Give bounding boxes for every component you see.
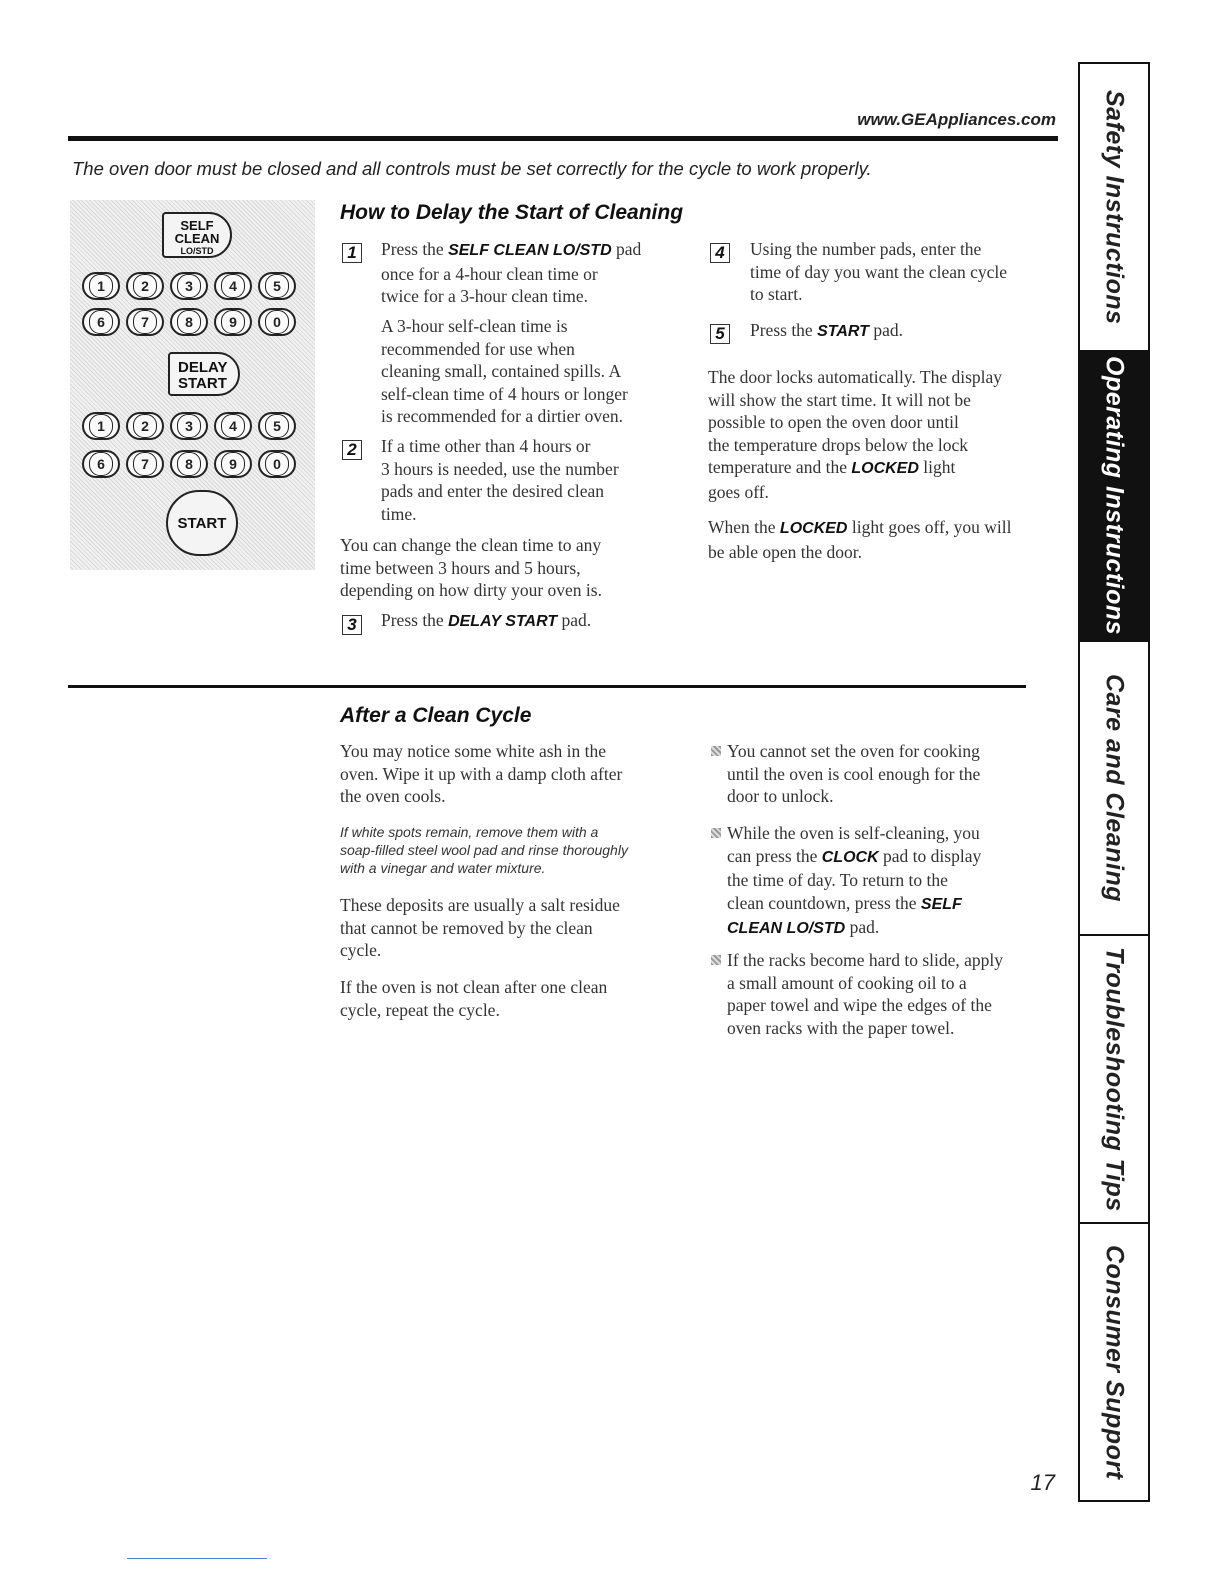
section-divider (68, 685, 1026, 688)
self-clean-key-label-1: SELF (180, 218, 214, 233)
keypad-key-7: 7 (126, 308, 164, 336)
delay-start-key-label-1: DELAY (178, 359, 228, 376)
door-lock-explanation: The door locks automatically. The display will show the start time. It will not be possible to open the oven door until the temperature drops below the lock temperature and the LOCKED light goes off. (708, 367, 1003, 502)
bullet-marker (711, 955, 721, 965)
footer-line (127, 1558, 267, 1559)
locked-light-note: When the LOCKED light goes off, you will be able open the door. (708, 517, 1012, 562)
keypad-key-7b: 7 (126, 450, 164, 478)
keypad-key-5b: 5 (258, 412, 296, 440)
tab-consumer-support[interactable]: Consumer Support (1100, 1244, 1129, 1480)
after-section-title: After a Clean Cycle (340, 704, 532, 727)
keypad-key-1: 1 (82, 272, 120, 300)
keypad-key-3: 3 (170, 272, 208, 300)
keypad-key-6: 6 (82, 308, 120, 336)
step-1-text: Press the SELF CLEAN LO/STD pad once for a 4-hour clean time or twice for a 3-hour clean time. (381, 239, 642, 306)
ash-paragraph: You may notice some white ash in the oven. Wipe it up with a damp cloth after the oven cools. (340, 741, 623, 806)
delay-start-key (168, 352, 240, 396)
cooking-lockout-bullet: You cannot set the oven for cooking until the oven is cool enough for the door to unlock. (727, 741, 981, 806)
start-key: START (166, 490, 238, 556)
page-number: 17 (1030, 1470, 1055, 1495)
keypad-key-1b: 1 (82, 412, 120, 440)
tab-operating-instructions[interactable]: Operating Instructions (1080, 352, 1148, 642)
step-number-3: 3 (342, 615, 362, 635)
keypad-key-4: 4 (214, 272, 252, 300)
step-4-text: Using the number pads, enter the time of day you want the clean cycle to start. (750, 239, 1008, 304)
repeat-cycle-paragraph: If the oven is not clean after one clean cycle, repeat the cycle. (340, 977, 608, 1020)
section-tabs (1078, 62, 1150, 1502)
keypad-key-2b: 2 (126, 412, 164, 440)
header-rule (68, 136, 1058, 141)
bullet-marker (711, 828, 721, 838)
tab-troubleshooting-tips[interactable]: Troubleshooting Tips (1080, 936, 1148, 1224)
delay-section-title: How to Delay the Start of Cleaning (340, 201, 684, 224)
step-3-text: Press the DELAY START pad. (381, 610, 592, 630)
keypad-key-8b: 8 (170, 450, 208, 478)
self-clean-time-note: A 3-hour self-clean time is recommended for use when cleaning small, contained spills. A self-clean time of 4 hours or longer is recommended for a dirtier oven. (381, 316, 628, 426)
cycle-notice: The oven door must be closed and all controls must be set correctly for the cycle to work properly. (72, 158, 872, 179)
keypad-key-0b: 0 (258, 450, 296, 478)
salt-residue-paragraph: These deposits are usually a salt residue that cannot be removed by the clean cycle. (340, 895, 620, 960)
website-url[interactable]: www.GEAppliances.com (857, 110, 1056, 129)
step-number-5: 5 (710, 324, 730, 344)
delay-start-key-label-2: START (178, 375, 227, 392)
bullet-marker (711, 746, 721, 756)
keypad-key-5: 5 (258, 272, 296, 300)
tab-care-and-cleaning[interactable]: Care and Cleaning (1080, 642, 1148, 936)
tab-safety-instructions[interactable]: Safety Instructions (1080, 64, 1148, 352)
keypad-key-9b: 9 (214, 450, 252, 478)
keypad-key-9: 9 (214, 308, 252, 336)
self-clean-key (162, 212, 232, 258)
step-2-text: If a time other than 4 hours or 3 hours is needed, use the number pads and enter the desired clean time. (381, 436, 619, 524)
keypad-key-2: 2 (126, 272, 164, 300)
step-number-2: 2 (342, 440, 362, 460)
keypad-key-3b: 3 (170, 412, 208, 440)
step-number-1: 1 (342, 243, 362, 263)
self-clean-key-label-2: CLEAN (174, 231, 220, 246)
keypad-key-4b: 4 (214, 412, 252, 440)
clock-display-bullet: While the oven is self-cleaning, you can press the CLOCK pad to display the time of day. To return to the clean countdown, press the SELF CLEAN LO/STD pad. (727, 823, 982, 937)
step-number-4: 4 (710, 243, 730, 263)
control-keypad-illustration (70, 200, 315, 570)
self-clean-key-label-3: LO/STD (180, 246, 214, 256)
keypad-key-8: 8 (170, 308, 208, 336)
step-5-text: Press the START pad. (750, 320, 903, 340)
keypad-key-0: 0 (258, 308, 296, 336)
oven-racks-bullet: If the racks become hard to slide, apply a small amount of cooking oil to a paper towel and wipe the edges of the oven racks with the paper towel. (727, 950, 1004, 1038)
clean-time-range-note: You can change the clean time to any time between 3 hours and 5 hours, depending on how dirty your oven is. (340, 535, 602, 600)
white-spots-note: If white spots remain, remove them with a soap-filled steel wool pad and rinse thoroughly with a vinegar and water mixture. (340, 824, 628, 876)
keypad-key-6b: 6 (82, 450, 120, 478)
